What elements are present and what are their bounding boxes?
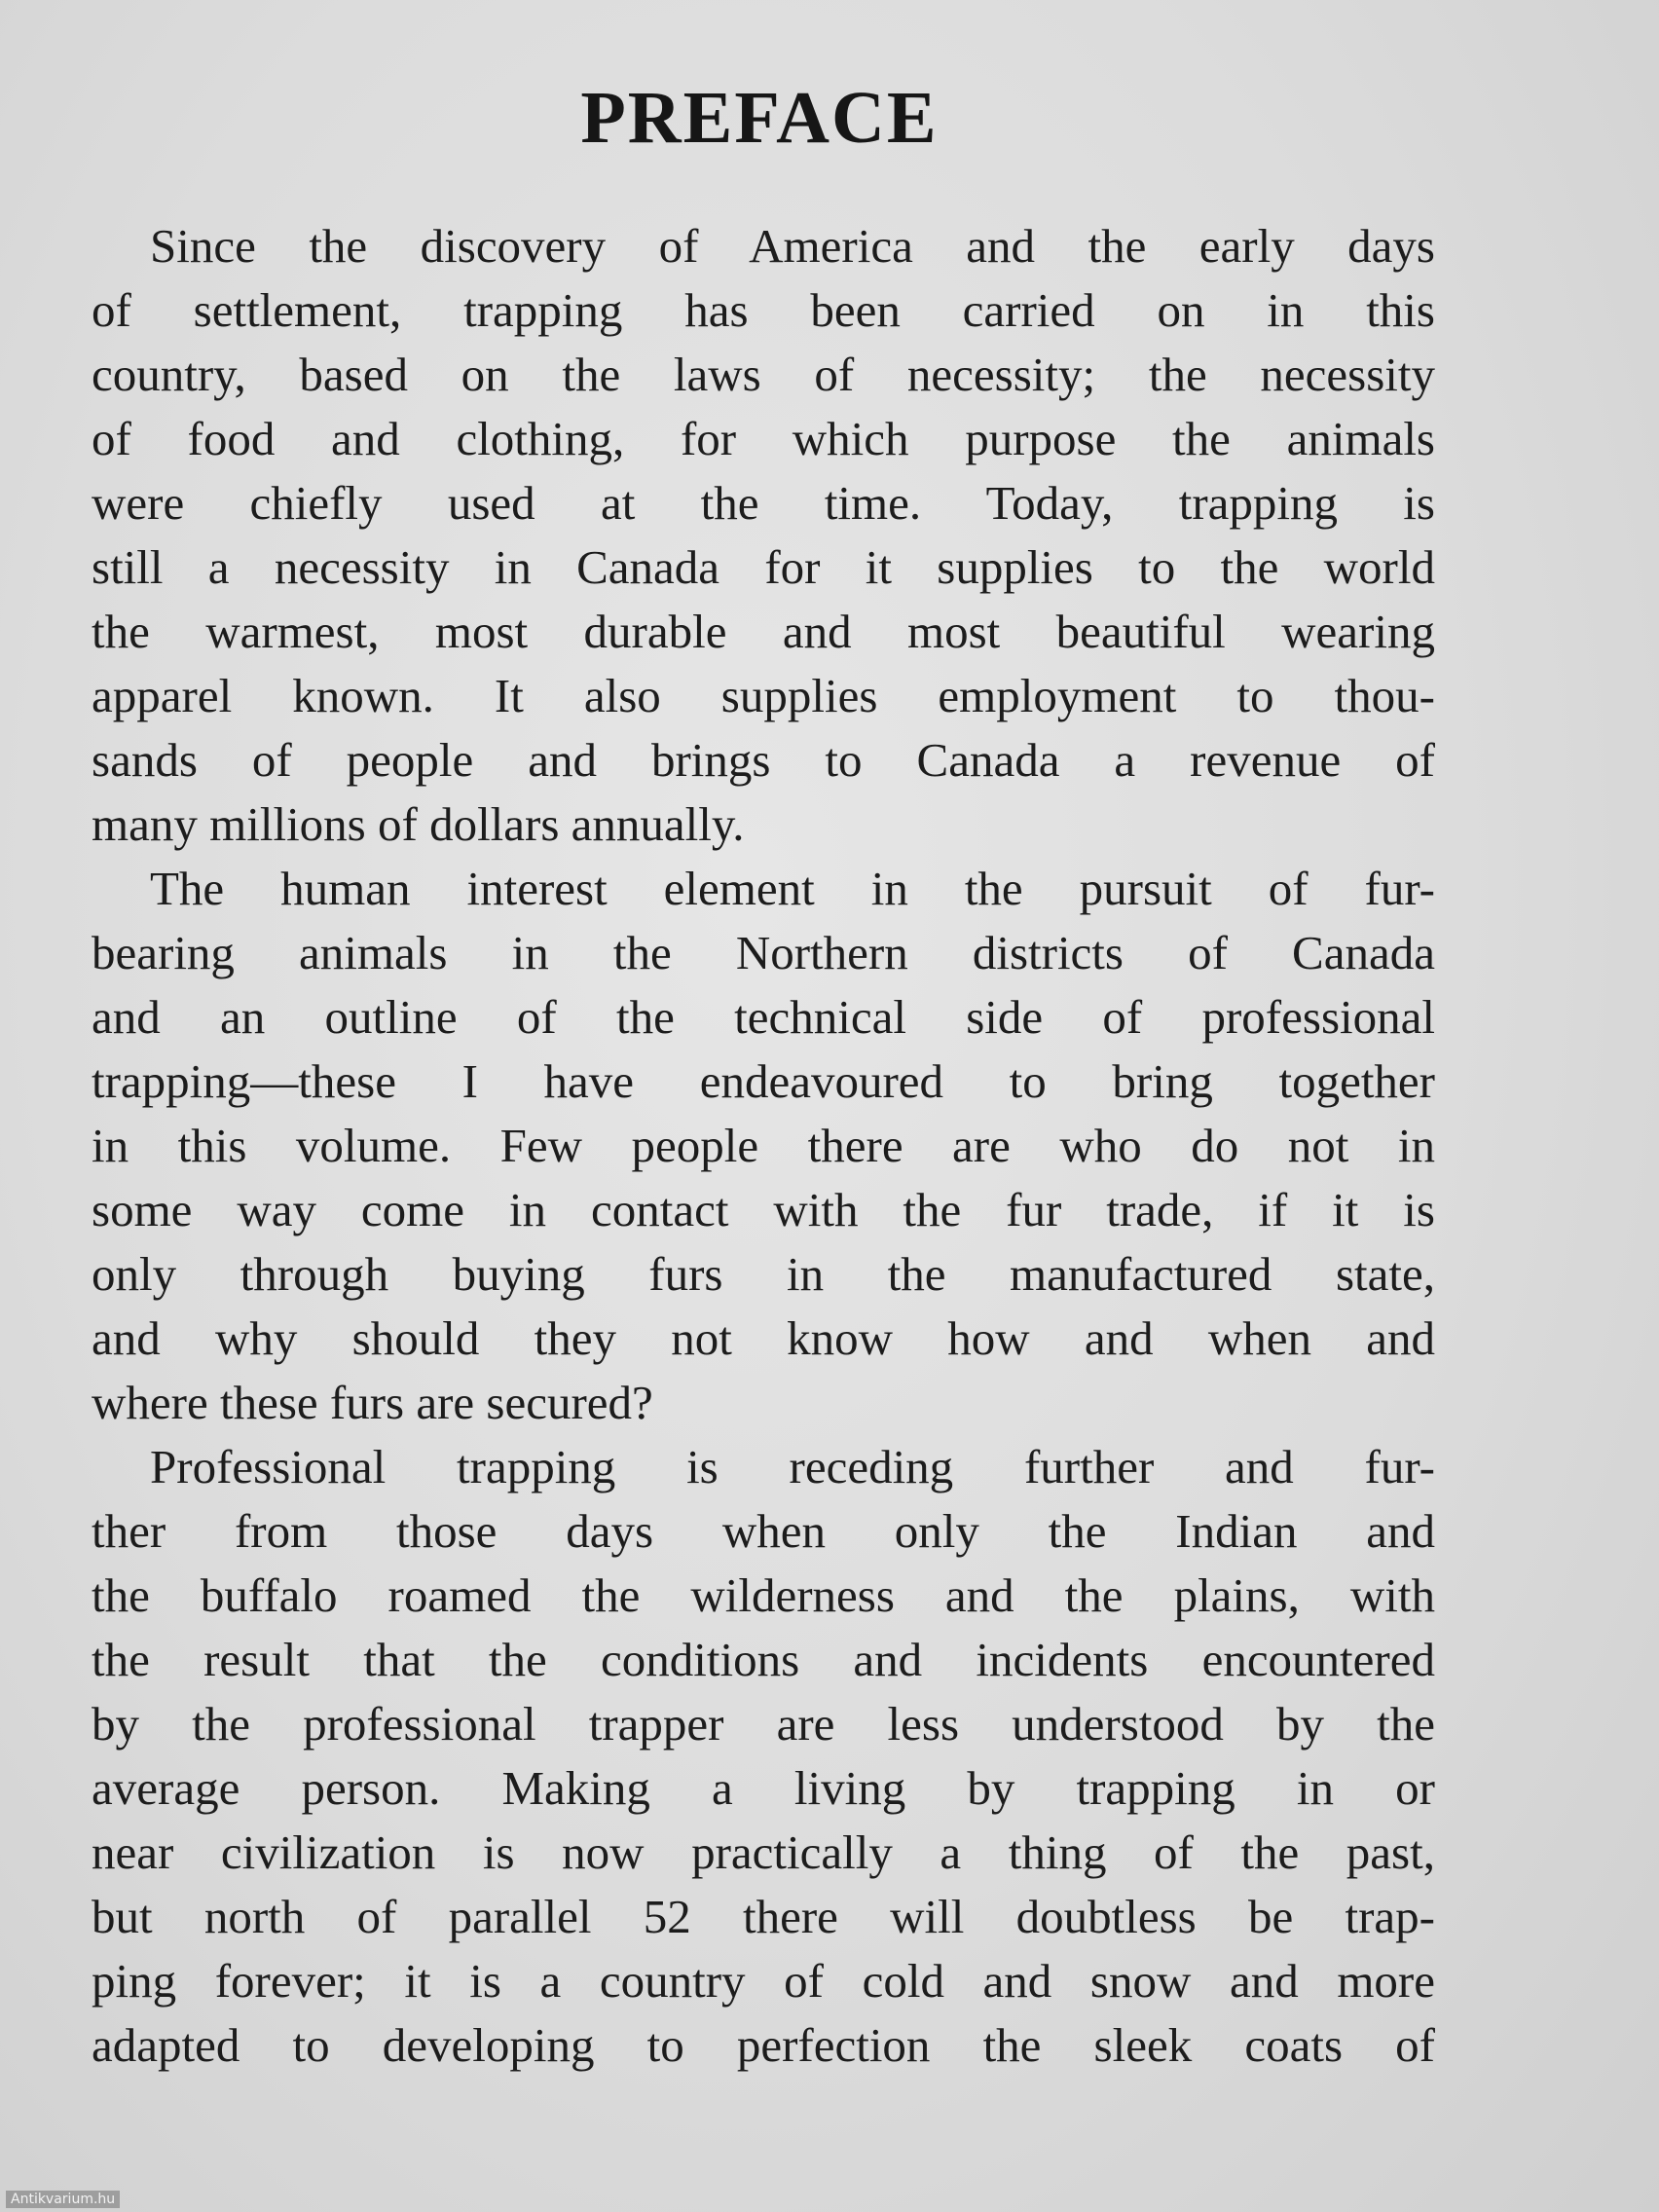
text-line: apparel known. It also supplies employment to thou- [92,669,1435,722]
text-line: ping forever; it is a country of cold and snow and more [92,1954,1435,2008]
text-line: of food and clothing, for which purpose the animals [92,412,1435,465]
text-line: many millions of dollars annually. [92,797,745,851]
text-line: and why should they not know how and when and [92,1311,1435,1365]
text-line: and an outline of the technical side of professional [92,990,1435,1044]
text-line: near civilization is now practically a thing of the past, [92,1825,1435,1879]
text-line: The human interest element in the pursuit of fur- [150,862,1435,915]
text-line: sands of people and brings to Canada a revenue of [92,733,1435,787]
text-line: only through buying furs in the manufactured state, [92,1247,1435,1301]
text-line: Professional trapping is receding further and fur- [150,1440,1435,1493]
text-line: by the professional trapper are less understood by the [92,1697,1435,1751]
text-line: trapping—these I have endeavoured to bring together [92,1054,1435,1108]
page-title: PREFACE [580,77,939,159]
text-line: ther from those days when only the Indian and [92,1504,1435,1558]
text-line: bearing animals in the Northern districts of Canada [92,926,1435,979]
text-line: where these furs are secured? [92,1376,653,1429]
text-line: adapted to developing to perfection the sleek coats of [92,2018,1435,2072]
text-line: the result that the conditions and incidents encountered [92,1633,1435,1686]
watermark: Antikvarium.hu [6,2191,120,2208]
text-line: of settlement, trapping has been carried on in this [92,283,1435,337]
text-line: the warmest, most durable and most beautiful wearing [92,605,1435,658]
text-line: country, based on the laws of necessity; the necessity [92,348,1435,401]
text-line: were chiefly used at the time. Today, trapping is [92,476,1435,530]
text-line: but north of parallel 52 there will doubtless be trap- [92,1890,1435,1943]
text-line: still a necessity in Canada for it supplies to the world [92,540,1435,594]
text-line: in this volume. Few people there are who do not in [92,1119,1435,1172]
text-line: average person. Making a living by trapping in or [92,1761,1435,1815]
text-line: Since the discovery of America and the early days [150,219,1435,273]
text-line: some way come in contact with the fur trade, if it is [92,1183,1435,1236]
text-line: the buffalo roamed the wilderness and the plains, with [92,1568,1435,1622]
